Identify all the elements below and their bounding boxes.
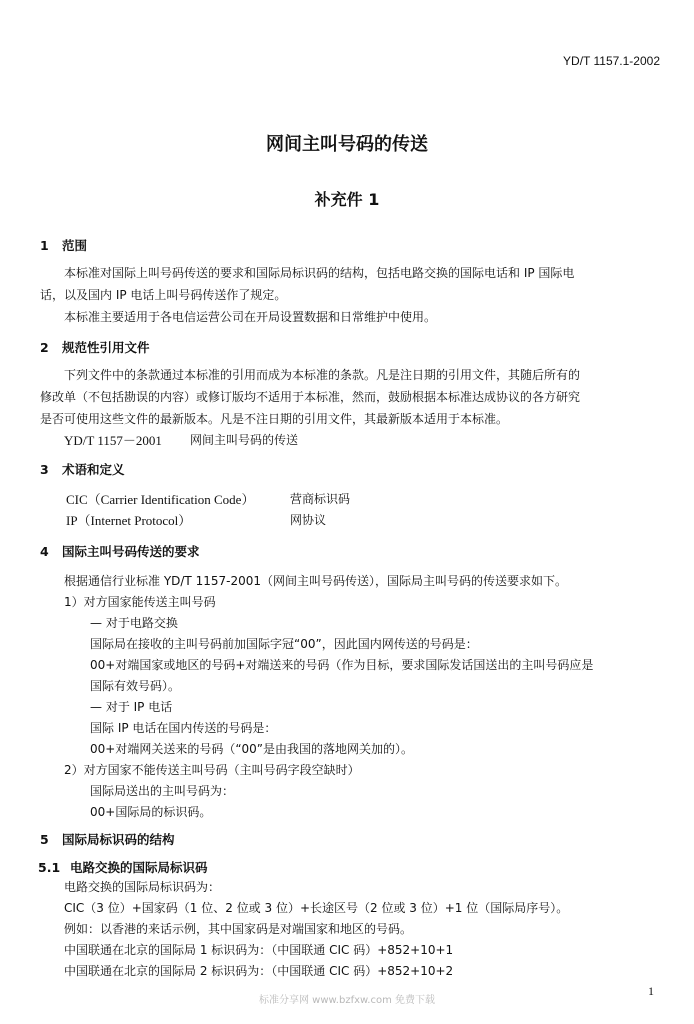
section-3-heading	[40, 460, 125, 478]
section-title: 范围	[62, 238, 88, 253]
section-title: 国际主叫号码传送的要求	[62, 544, 200, 559]
paragraph-line: 中国联通在北京的国际局 2 标识码为：（中国联通 CIC 码）+852+10+2	[64, 964, 454, 978]
paragraph-line: 下列文件中的条款通过本标准的引用而成为本标准的条款。凡是注日期的引用文件，其随后所有的	[64, 368, 581, 382]
term-ip: IP（Internet Protocol）	[66, 513, 192, 528]
paragraph-line: 本标准主要适用于各电信运营公司在开局设置数据和日常维护中使用。	[64, 310, 437, 324]
reference-title: 网间主叫号码的传送	[190, 433, 299, 447]
paragraph-line: 中国联通在北京的国际局 1 标识码为：（中国联通 CIC 码）+852+10+1	[64, 943, 454, 957]
term-cic-definition: 营商标识码	[290, 492, 351, 506]
section-title: 规范性引用文件	[62, 340, 150, 355]
list-item: — 对于电路交换	[90, 616, 178, 630]
section-number: 1	[40, 238, 49, 253]
paragraph-line: 话，以及国内 IP 电话上叫号码传送作了规定。	[40, 288, 287, 302]
paragraph-line: 国际局在接收的主叫号码前加国际字冠“00”，因此国内网传送的号码是：	[90, 637, 478, 651]
paragraph-line: 例如：以香港的来话示例，其中国家码是对端国家和地区的号码。	[64, 922, 413, 936]
paragraph-line: 根据通信行业标准 YD/T 1157-2001（网间主叫号码传送），国际局主叫号码的传送要求如下。	[64, 574, 567, 588]
section-title: 术语和定义	[62, 462, 125, 477]
section-number: 2	[40, 340, 49, 355]
section-5-heading	[40, 830, 175, 848]
watermark-footer: 标准分享网 www.bzfxw.com 免费下载	[259, 995, 435, 1006]
section-5-1-heading	[38, 858, 208, 876]
paragraph-line: CIC（3 位）+国家码（1 位、2 位或 3 位）+长途区号（2 位或 3 位）+1 位（国际局序号）。	[64, 901, 569, 915]
section-number: 3	[40, 462, 49, 477]
paragraph-line: 国际有效号码）。	[90, 679, 181, 693]
section-title: 电路交换的国际局标识码	[70, 860, 208, 875]
term-ip-definition: 网协议	[290, 513, 327, 527]
paragraph-line: 本标准对国际上叫号码传送的要求和国际局标识码的结构，包括电路交换的国际电话和 IP 国际电	[64, 266, 575, 280]
section-title: 国际局标识码的结构	[62, 832, 175, 847]
reference-code: YD/T 1157－2001	[64, 433, 162, 448]
paragraph-line: 00+对端国家或地区的号码+对端送来的号码（作为目标，要求国际发话国送出的主叫号码应是	[90, 658, 594, 672]
list-item: 1）对方国家能传送主叫号码	[64, 595, 216, 609]
section-2-heading	[40, 338, 150, 356]
section-1-heading	[40, 236, 87, 254]
section-number: 5.1	[38, 860, 61, 875]
list-item: — 对于 IP 电话	[90, 700, 173, 714]
section-number: 5	[40, 832, 49, 847]
paragraph-line: 国际局送出的主叫号码为：	[90, 784, 235, 798]
paragraph-line: 电路交换的国际局标识码为：	[64, 880, 221, 894]
page-subtitle: 补充件 1	[314, 190, 380, 209]
standard-number: YD/T 1157.1-2002	[563, 54, 660, 68]
page-number: 1	[648, 984, 654, 998]
paragraph-line: 国际 IP 电话在国内传送的号码是：	[90, 721, 277, 735]
paragraph-line: 是否可使用这些文件的最新版本。凡是不注日期的引用文件，其最新版本适用于本标准。	[40, 412, 509, 426]
page-title: 网间主叫号码的传送	[266, 134, 428, 155]
section-number: 4	[40, 544, 49, 559]
paragraph-line: 00+国际局的标识码。	[90, 805, 212, 819]
paragraph-line: 修改单（不包括勘误的内容）或修订版均不适用于本标准，然而，鼓励根据本标准达成协议的各方研究	[40, 390, 581, 404]
list-item: 2）对方国家不能传送主叫号码（主叫号码字段空缺时）	[64, 763, 360, 777]
term-cic: CIC（Carrier Identification Code）	[66, 492, 255, 507]
section-4-heading	[40, 542, 200, 560]
paragraph-line: 00+对端网关送来的号码（“00”是由我国的落地网关加的）。	[90, 742, 414, 756]
